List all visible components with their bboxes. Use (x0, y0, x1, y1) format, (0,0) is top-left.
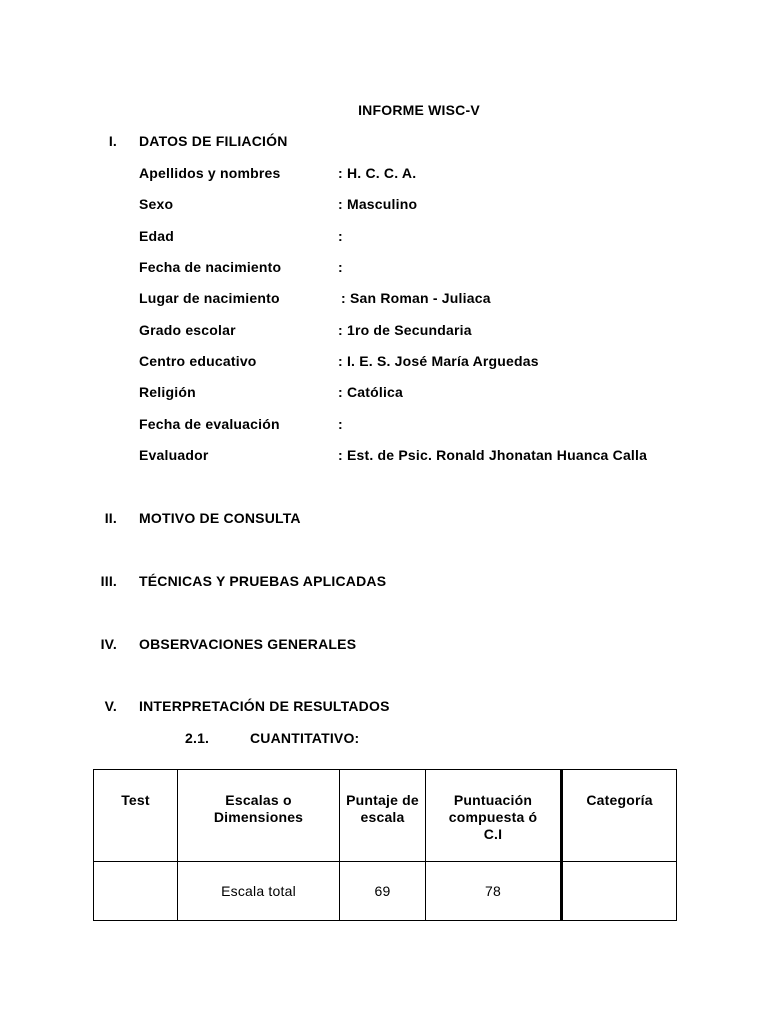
cell-ci: 78 (426, 862, 562, 921)
field-label: Fecha de evaluación (139, 416, 280, 432)
field-label: Edad (139, 228, 175, 244)
field-value: : H. C. C. A. (338, 165, 417, 181)
section-heading: OBSERVACIONES GENERALES (139, 636, 357, 652)
field-label: Religión (139, 384, 196, 400)
cell-escala: Escala total (178, 862, 340, 921)
section-number: IV. (100, 636, 117, 652)
subsection-number: 2.1. (185, 730, 210, 746)
header-categoria: Categoría (562, 770, 677, 862)
header-puntaje: Puntaje de escala (340, 770, 426, 862)
table-header-row (94, 770, 677, 862)
field-value: : (338, 228, 343, 244)
field-value: : Católica (338, 384, 404, 400)
table-row (94, 862, 677, 921)
field-label: Evaluador (139, 447, 209, 463)
section-heading: INTERPRETACIÓN DE RESULTADOS (139, 698, 390, 714)
section-heading: MOTIVO DE CONSULTA (139, 510, 301, 526)
header-puntuacion: Puntuación compuesta ó C.I (426, 770, 562, 862)
section-heading: DATOS DE FILIACIÓN (139, 133, 288, 149)
header-escalas: Escalas o Dimensiones (178, 770, 340, 862)
section-heading: TÉCNICAS Y PRUEBAS APLICADAS (139, 573, 387, 589)
field-value: : 1ro de Secundaria (338, 322, 472, 338)
subsection-heading: CUANTITATIVO: (250, 730, 360, 746)
field-value: : Est. de Psic. Ronald Jhonatan Huanca Calla (338, 447, 648, 463)
field-label: Fecha de nacimiento (139, 259, 282, 275)
field-label: Lugar de nacimiento (139, 290, 280, 306)
cell-categoria (562, 862, 677, 921)
field-value: : San Roman - Juliaca (341, 290, 491, 306)
header-test: Test (94, 770, 178, 862)
field-value: : (338, 259, 343, 275)
field-label: Grado escolar (139, 322, 236, 338)
field-label: Apellidos y nombres (139, 165, 281, 181)
field-value: : Masculino (338, 196, 418, 212)
section-number: II. (104, 510, 117, 526)
field-label: Centro educativo (139, 353, 257, 369)
field-value: : (338, 416, 343, 432)
section-number: III. (100, 573, 117, 589)
field-value: : I. E. S. José María Arguedas (338, 353, 539, 369)
document-title: INFORME WISC-V (358, 102, 480, 118)
cell-puntaje: 69 (340, 862, 426, 921)
section-number: I. (108, 133, 117, 149)
field-label: Sexo (139, 196, 174, 212)
cell-test (94, 862, 178, 921)
section-number: V. (104, 698, 117, 714)
results-table (93, 769, 677, 921)
